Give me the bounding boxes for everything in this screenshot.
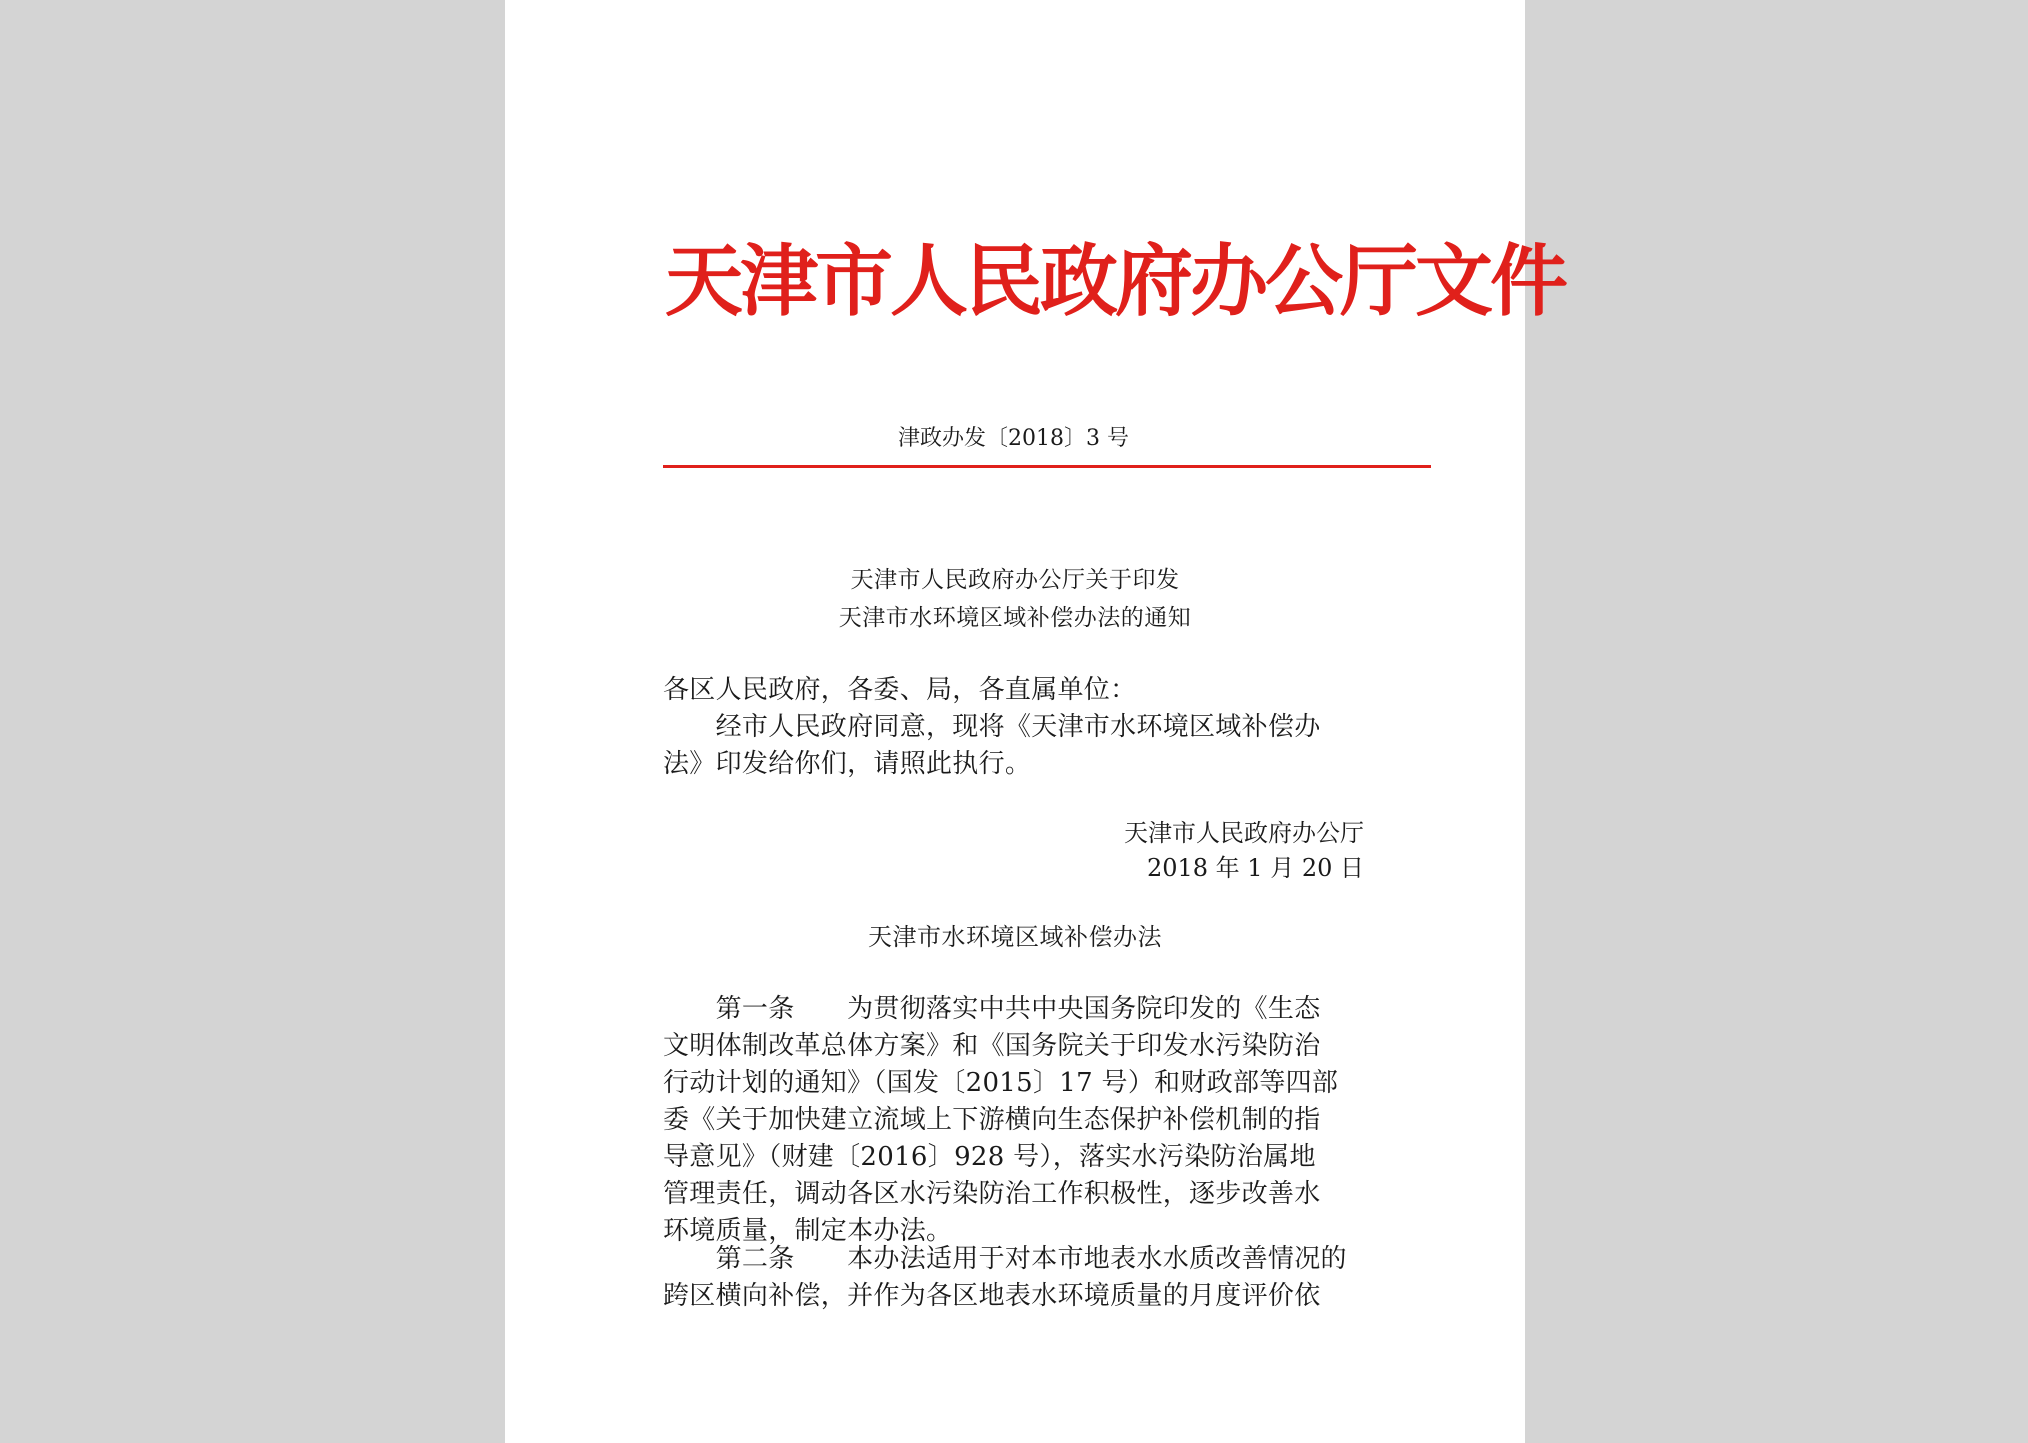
- document-number: 津政办发〔2018〕3 号: [898, 426, 1129, 451]
- article-1-line-6: 管理责任，调动各区水污染防治工作积极性，逐步改善水: [663, 1179, 1321, 1209]
- measures-title: 天津市水环境区域补偿办法: [868, 923, 1162, 951]
- article-1-line-7: 环境质量，制定本办法。: [663, 1216, 953, 1246]
- notice-body-line-1: 经市人民政府同意，现将《天津市水环境区域补偿办: [663, 712, 1321, 742]
- article-1-line-4: 委《关于加快建立流域上下游横向生态保护补偿机制的指: [663, 1105, 1321, 1135]
- notice-title-line-2: 天津市水环境区域补偿办法的通知: [838, 605, 1192, 631]
- article-1-line-1: 第一条 为贯彻落实中共中央国务院印发的《生态: [663, 994, 1321, 1024]
- notice-body-line-2: 法》印发给你们，请照此执行。: [663, 749, 1032, 779]
- notice-salutation: 各区人民政府，各委、局，各直属单位：: [663, 675, 1137, 705]
- document-header-title: 天津市人民政府办公厅文件: [665, 237, 1566, 327]
- notice-date: 2018 年 1 月 20 日: [1146, 854, 1364, 882]
- red-divider-line: [663, 465, 1431, 468]
- document-page: [505, 0, 1566, 1443]
- notice-issuer: 天津市人民政府办公厅: [1124, 819, 1364, 847]
- article-2-line-2: 跨区横向补偿，并作为各区地表水环境质量的月度评价依: [663, 1281, 1321, 1311]
- article-1-line-2: 文明体制改革总体方案》和《国务院关于印发水污染防治: [663, 1031, 1321, 1061]
- article-1-line-5: 导意见》（财建〔2016〕928 号），落实水污染防治属地: [663, 1142, 1316, 1172]
- article-1-line-3: 行动计划的通知》（国发〔2015〕17 号）和财政部等四部: [663, 1068, 1339, 1098]
- article-2-line-1: 第二条 本办法适用于对本市地表水水质改善情况的: [663, 1244, 1347, 1274]
- notice-title-line-1: 天津市人民政府办公厅关于印发: [850, 567, 1180, 593]
